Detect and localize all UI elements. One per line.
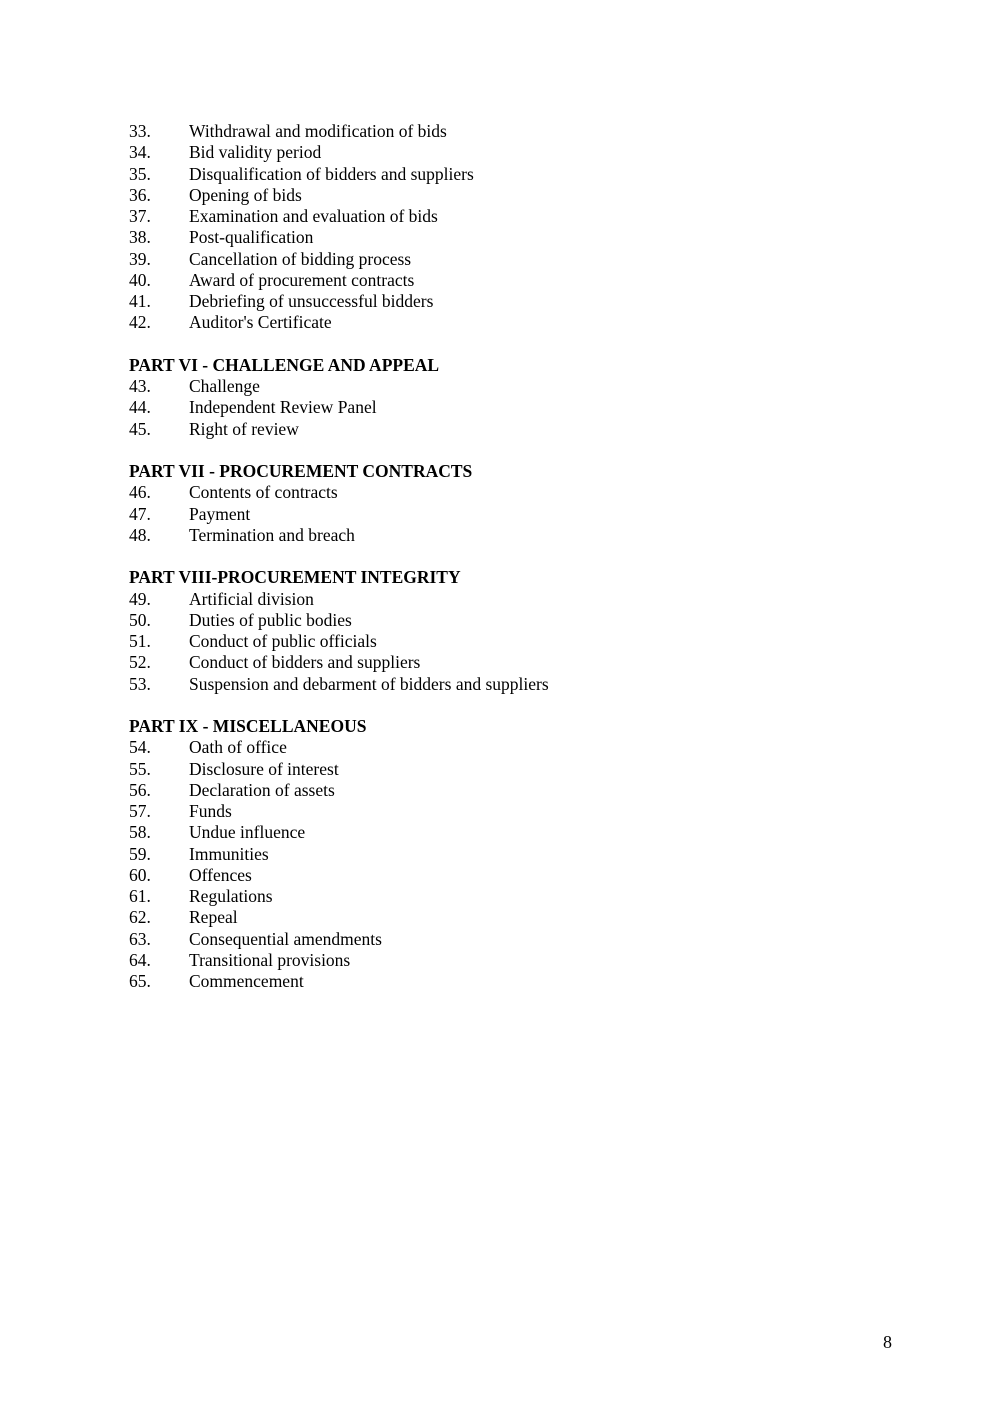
toc-entry <box>129 929 889 950</box>
part-heading: PART VIII-PROCUREMENT INTEGRITY <box>129 567 461 588</box>
toc-entry <box>129 631 889 652</box>
toc-entry <box>129 589 889 610</box>
section-number: 35. <box>129 163 151 184</box>
section-title: Funds <box>189 801 232 821</box>
section-title: Immunities <box>189 843 269 864</box>
toc-entry <box>129 780 889 801</box>
section-number: 43. <box>129 376 151 396</box>
section-title: Conduct of bidders and suppliers <box>189 652 421 673</box>
section-number: 48. <box>129 524 151 545</box>
section-title: Artificial division <box>189 588 314 609</box>
toc-entry <box>129 674 889 695</box>
toc-entry <box>129 737 889 758</box>
section-title: Award of procurement contracts <box>189 269 415 290</box>
section-number: 33. <box>129 121 151 141</box>
section-title: Contents of contracts <box>189 482 338 503</box>
intro-section-list <box>129 121 889 334</box>
section-title: Transitional provisions <box>189 949 351 970</box>
section-number: 56. <box>129 779 151 800</box>
section-title: Post-qualification <box>189 227 314 248</box>
toc-entry <box>129 185 889 206</box>
section-number: 61. <box>129 886 151 906</box>
section-title: Termination and breach <box>189 524 355 545</box>
toc-entry <box>129 249 889 270</box>
section-title: Debriefing of unsuccessful bidders <box>189 291 434 311</box>
section-number: 57. <box>129 801 151 821</box>
page-number: 8 <box>883 1332 892 1352</box>
toc-entry <box>129 950 889 971</box>
toc-entry <box>129 844 889 865</box>
section-title: Suspension and debarment of bidders and suppliers <box>189 673 549 694</box>
section-number: 50. <box>129 609 151 630</box>
section-title: Auditor's Certificate <box>189 312 332 333</box>
section-title: Declaration of assets <box>189 779 335 800</box>
section-number: 42. <box>129 312 151 333</box>
section-title: Offences <box>189 864 252 885</box>
section-number: 40. <box>129 269 151 290</box>
section-number: 44. <box>129 397 151 418</box>
toc-entry <box>129 610 889 631</box>
toc-entry <box>129 397 889 418</box>
section-title: Opening of bids <box>189 184 302 205</box>
section-title: Withdrawal and modification of bids <box>189 121 447 141</box>
section-title: Repeal <box>189 907 238 928</box>
toc-entry <box>129 652 889 673</box>
section-title: Payment <box>189 503 251 524</box>
section-number: 45. <box>129 418 151 439</box>
toc-entry <box>129 142 889 163</box>
toc-entry <box>129 419 889 440</box>
part-section <box>129 567 889 695</box>
section-title: Undue influence <box>189 822 306 843</box>
toc-entry <box>129 376 889 397</box>
section-title: Challenge <box>189 376 260 396</box>
section-number: 51. <box>129 631 151 651</box>
section-title: Right of review <box>189 418 299 439</box>
toc-entry <box>129 525 889 546</box>
part-section <box>129 461 889 546</box>
part-section <box>129 716 889 992</box>
section-number: 34. <box>129 142 151 163</box>
section-number: 54. <box>129 737 151 758</box>
section-number: 58. <box>129 822 151 843</box>
section-number: 36. <box>129 184 151 205</box>
section-number: 62. <box>129 907 151 928</box>
section-title: Cancellation of bidding process <box>189 248 412 269</box>
section-title: Examination and evaluation of bids <box>189 206 438 226</box>
part-heading: PART VI - CHALLENGE AND APPEAL <box>129 354 440 375</box>
section-number: 38. <box>129 227 151 248</box>
toc-entry <box>129 907 889 928</box>
part-heading: PART VII - PROCUREMENT CONTRACTS <box>129 461 473 481</box>
toc-entry <box>129 971 889 992</box>
toc-entry <box>129 291 889 312</box>
toc-entry <box>129 164 889 185</box>
toc-entry <box>129 206 889 227</box>
toc-entry <box>129 121 889 142</box>
section-title: Conduct of public officials <box>189 631 377 651</box>
section-title: Disqualification of bidders and suppliers <box>189 163 474 184</box>
section-title: Commencement <box>189 971 304 991</box>
toc-entry <box>129 801 889 822</box>
part-section <box>129 355 889 440</box>
section-title: Duties of public bodies <box>189 609 352 630</box>
section-number: 59. <box>129 843 151 864</box>
toc-entry <box>129 822 889 843</box>
section-number: 52. <box>129 652 151 673</box>
toc-entry <box>129 865 889 886</box>
table-of-contents <box>129 121 889 992</box>
section-number: 41. <box>129 291 151 311</box>
section-number: 60. <box>129 864 151 885</box>
section-title: Consequential amendments <box>189 928 382 949</box>
toc-entry <box>129 759 889 780</box>
toc-entry <box>129 482 889 503</box>
section-number: 47. <box>129 503 151 524</box>
section-number: 64. <box>129 949 151 970</box>
section-number: 65. <box>129 971 151 991</box>
toc-entry <box>129 886 889 907</box>
toc-entry <box>129 270 889 291</box>
section-title: Disclosure of interest <box>189 758 339 779</box>
section-number: 39. <box>129 248 151 269</box>
section-number: 46. <box>129 482 151 503</box>
toc-entry <box>129 504 889 525</box>
section-number: 55. <box>129 758 151 779</box>
part-heading: PART IX - MISCELLANEOUS <box>129 716 367 736</box>
section-title: Regulations <box>189 886 273 906</box>
toc-entry <box>129 312 889 333</box>
section-number: 53. <box>129 673 151 694</box>
section-number: 49. <box>129 588 151 609</box>
toc-entry <box>129 227 889 248</box>
section-number: 63. <box>129 928 151 949</box>
section-title: Bid validity period <box>189 142 322 163</box>
section-title: Oath of office <box>189 737 287 758</box>
section-number: 37. <box>129 206 151 226</box>
section-title: Independent Review Panel <box>189 397 377 418</box>
